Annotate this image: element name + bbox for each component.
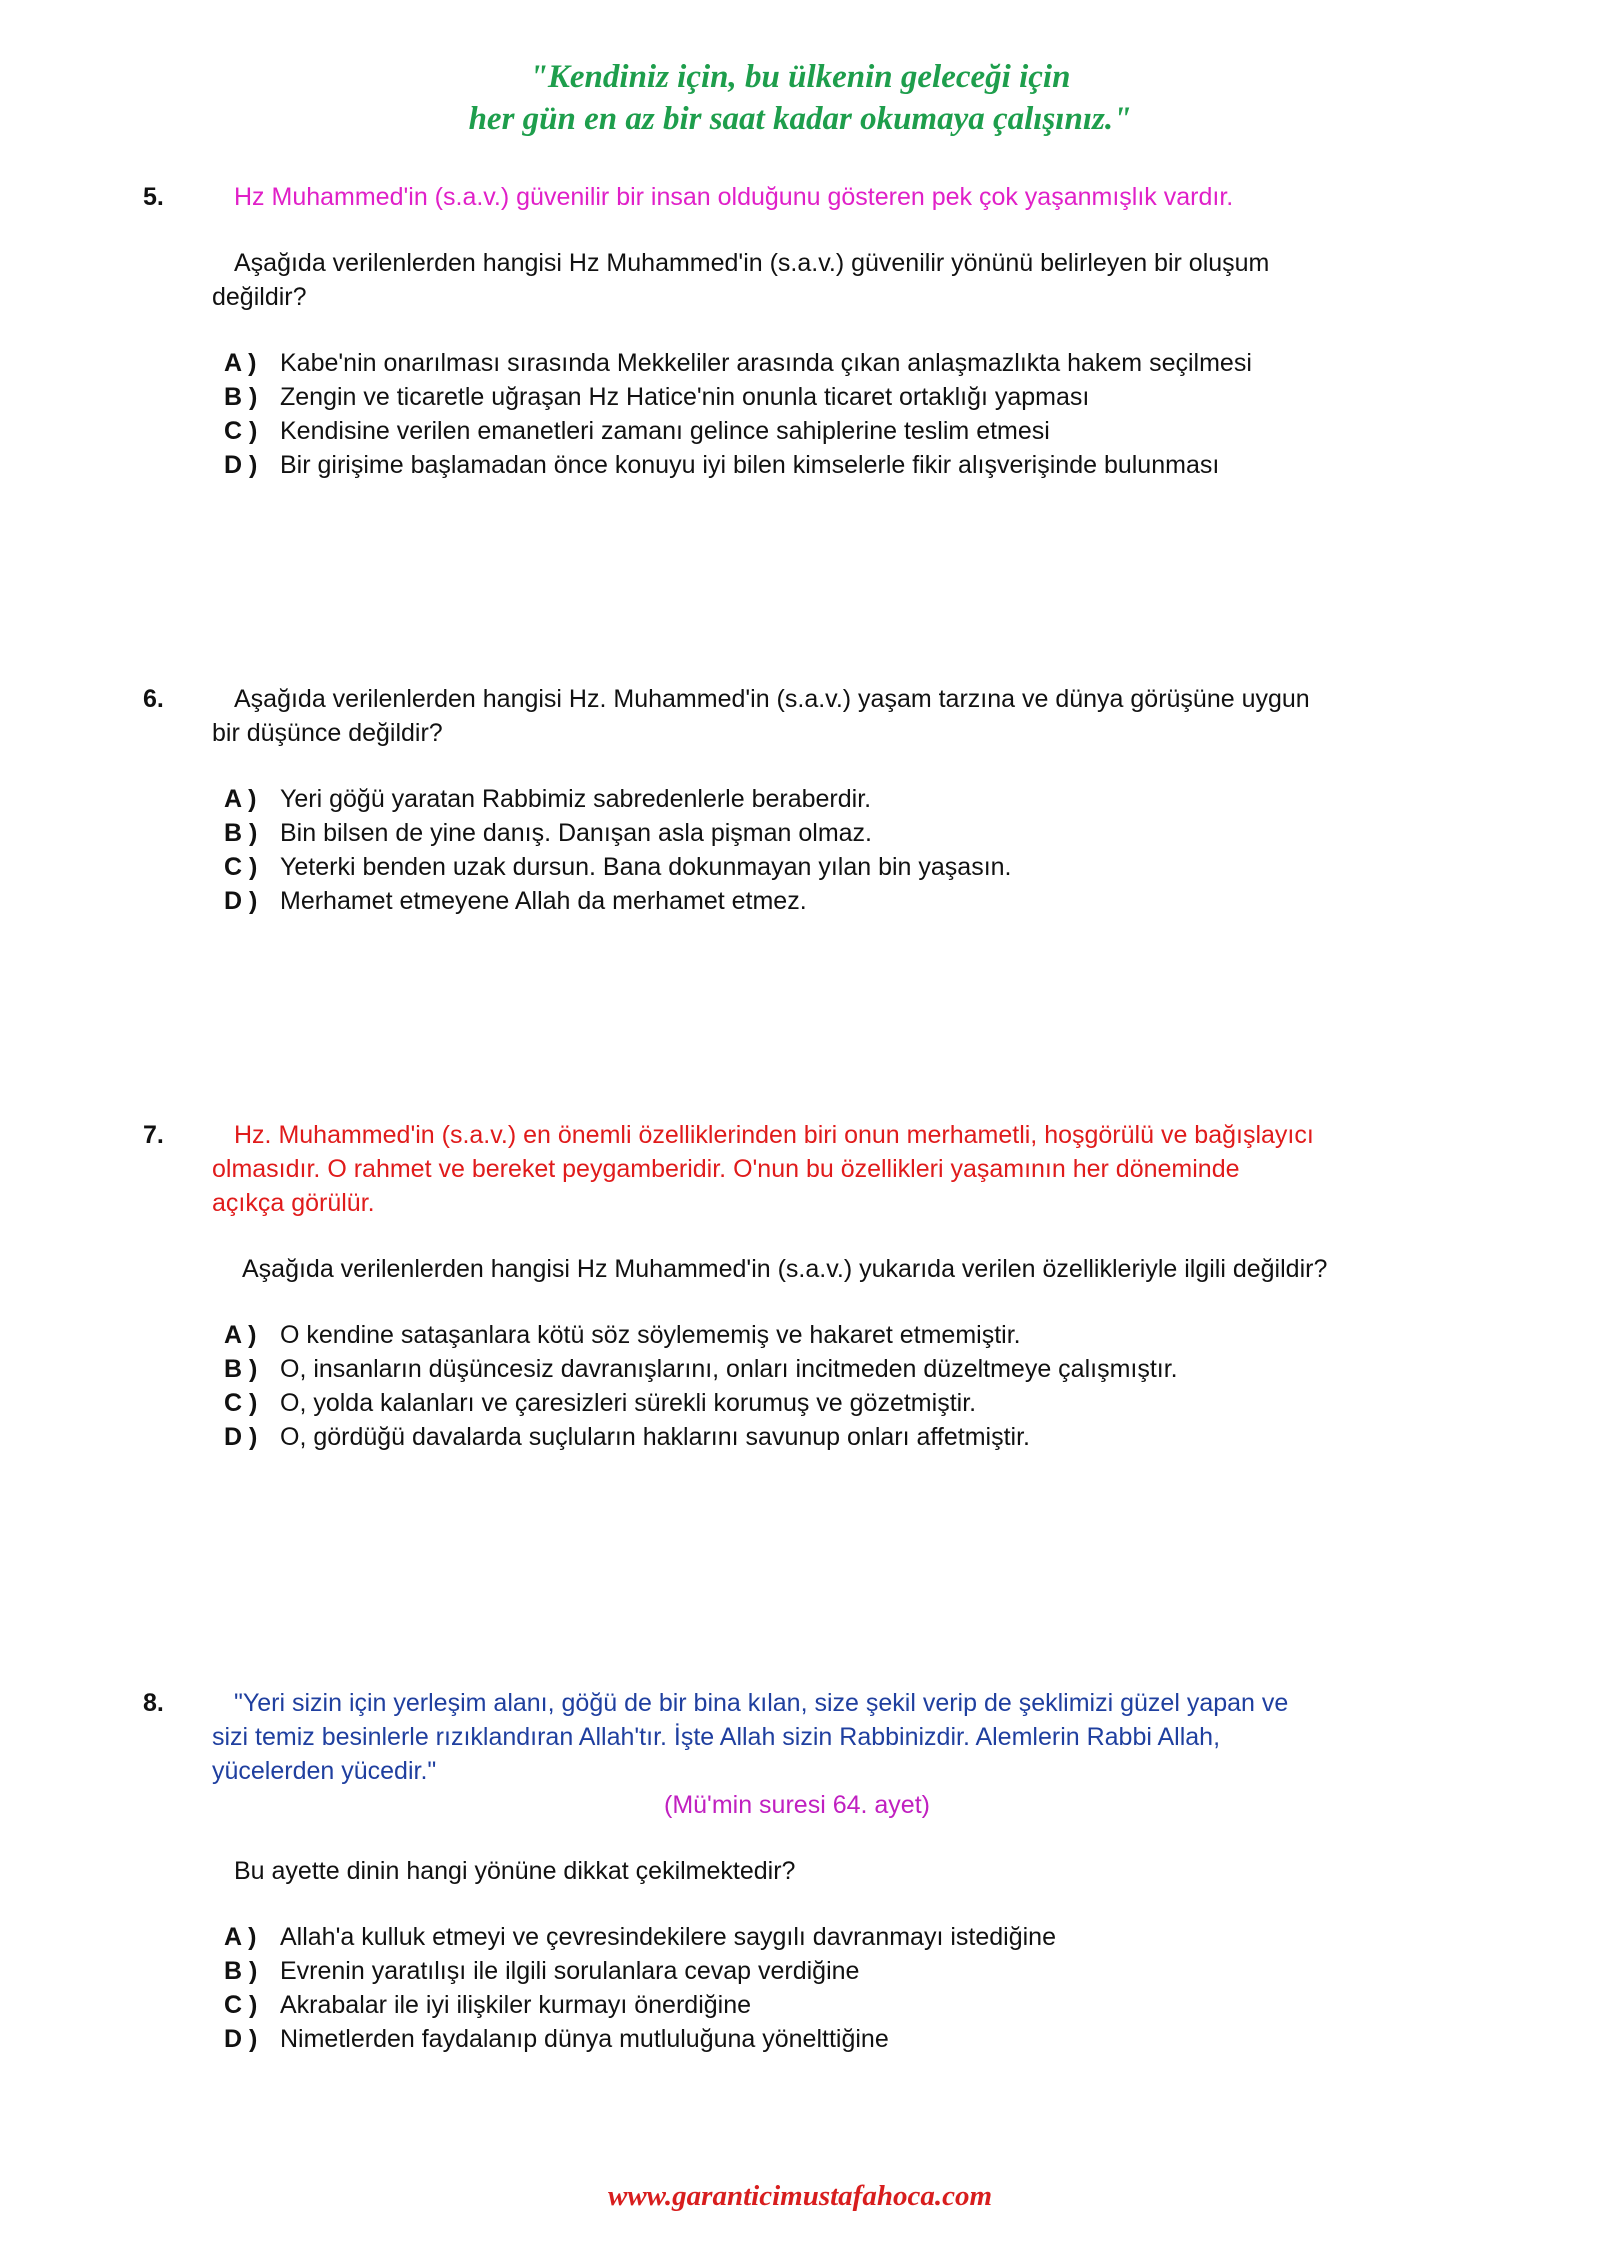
option-letter: C ) (224, 1389, 258, 1417)
option-text: Bir girişime başlamadan önce konuyu iyi bilen kimselerle fikir alışverişinde bulunması (280, 451, 1220, 479)
option-letter: B ) (224, 1957, 258, 1985)
footer-website-link[interactable]: www.garanticimustafahoca.com (607, 2180, 993, 2212)
question-number: 8. (143, 1689, 164, 1717)
question-prompt-line: değildir? (212, 283, 307, 311)
option-letter: D ) (224, 2025, 258, 2053)
option-b[interactable] (224, 816, 872, 850)
question-stem-line: "Yeri sizin için yerleşim alanı, göğü de bir bina kılan, size şekil verip de şeklimizi güzel yapan ve (234, 1689, 1289, 1717)
question-prompt-line: bir düşünce değildir? (212, 719, 443, 747)
option-text: Kendisine verilen emanetleri zamanı gelince sahiplerine teslim etmesi (280, 417, 1050, 445)
question-prompt-line: Aşağıda verilenlerden hangisi Hz Muhammed'in (s.a.v.) güvenilir yönünü belirleyen bir oluşum (234, 249, 1270, 277)
question-number: 7. (143, 1121, 164, 1149)
option-letter: B ) (224, 1355, 258, 1383)
option-text: Merhamet etmeyene Allah da merhamet etmez. (280, 887, 807, 915)
option-c[interactable] (224, 414, 1050, 448)
option-b[interactable] (224, 1954, 859, 1988)
option-letter: D ) (224, 451, 258, 479)
question-stem-line: yücelerden yücedir." (212, 1757, 437, 1785)
option-letter: B ) (224, 383, 258, 411)
option-b[interactable] (224, 1352, 1178, 1386)
motto-line-2: her gün en az bir saat kadar okumaya çalışınız." (468, 101, 1132, 137)
option-a[interactable] (224, 782, 871, 816)
question-number: 5. (143, 183, 164, 211)
option-letter: A ) (224, 1923, 257, 1951)
option-text: Allah'a kulluk etmeyi ve çevresindekilere saygılı davranmayı istediğine (280, 1923, 1056, 1951)
option-text: O kendine sataşanlara kötü söz söylememiş ve hakaret etmemiştir. (280, 1321, 1021, 1349)
question-stem-line: Hz Muhammed'in (s.a.v.) güvenilir bir insan olduğunu gösteren pek çok yaşanmışlık vardır. (234, 183, 1234, 211)
option-c[interactable] (224, 850, 1012, 884)
option-letter: D ) (224, 887, 258, 915)
option-a[interactable] (224, 1920, 1056, 1954)
motto-line-1: "Kendiniz için, bu ülkenin geleceği için (529, 59, 1071, 95)
option-text: Yeri göğü yaratan Rabbimiz sabredenlerle beraberdir. (280, 785, 872, 813)
question-stem-line: sizi temiz besinlerle rızıklandıran Allah'tır. İşte Allah sizin Rabbinizdir. Alemlerin Rabbi Allah, (212, 1723, 1221, 1751)
option-letter: D ) (224, 1423, 258, 1451)
option-letter: A ) (224, 785, 257, 813)
option-text: O, gördüğü davalarda suçluların haklarını savunup onları affetmiştir. (280, 1423, 1030, 1451)
option-letter: A ) (224, 349, 257, 377)
option-text: Bin bilsen de yine danış. Danışan asla pişman olmaz. (280, 819, 872, 847)
question-stem-line: açıkça görülür. (212, 1189, 375, 1217)
option-letter: C ) (224, 417, 258, 445)
option-letter: B ) (224, 819, 258, 847)
option-text: O, yolda kalanları ve çaresizleri sürekli korumuş ve gözetmiştir. (280, 1389, 977, 1417)
option-letter: C ) (224, 1991, 258, 2019)
question-stem-line: olmasıdır. O rahmet ve bereket peygamberidir. O'nun bu özellikleri yaşamının her döneminde (212, 1155, 1240, 1183)
question-prompt-line: Aşağıda verilenlerden hangisi Hz. Muhammed'in (s.a.v.) yaşam tarzına ve dünya görüşüne uygun (234, 685, 1310, 713)
option-letter: A ) (224, 1321, 257, 1349)
option-c[interactable] (224, 1988, 751, 2022)
question-number: 6. (143, 685, 164, 713)
option-d[interactable] (224, 2022, 889, 2056)
option-text: O, insanların düşüncesiz davranışlarını, onları incitmeden düzeltmeye çalışmıştır. (280, 1355, 1178, 1383)
option-text: Zengin ve ticaretle uğraşan Hz Hatice'nin onunla ticaret ortaklığı yapması (280, 383, 1090, 411)
option-letter: C ) (224, 853, 258, 881)
option-d[interactable] (224, 1420, 1030, 1454)
option-text: Nimetlerden faydalanıp dünya mutluluğuna yönelttiğine (280, 2025, 889, 2053)
option-text: Kabe'nin onarılması sırasında Mekkeliler arasında çıkan anlaşmazlıkta hakem seçilmesi (280, 349, 1252, 377)
question-prompt-line: Aşağıda verilenlerden hangisi Hz Muhammed'in (s.a.v.) yukarıda verilen özellikleriyle ilgili değildir? (242, 1255, 1328, 1283)
option-d[interactable] (224, 884, 807, 918)
option-a[interactable] (224, 346, 1252, 380)
option-b[interactable] (224, 380, 1089, 414)
verse-source: (Mü'min suresi 64. ayet) (664, 1791, 930, 1819)
option-text: Akrabalar ile iyi ilişkiler kurmayı önerdiğine (280, 1991, 752, 2019)
option-a[interactable] (224, 1318, 1021, 1352)
option-c[interactable] (224, 1386, 976, 1420)
question-stem-line: Hz. Muhammed'in (s.a.v.) en önemli özelliklerinden biri onun merhametli, hoşgörülü ve bağışlayıcı (234, 1121, 1314, 1149)
option-text: Yeterki benden uzak dursun. Bana dokunmayan yılan bin yaşasın. (280, 853, 1012, 881)
option-text: Evrenin yaratılışı ile ilgili sorulanlara cevap verdiğine (280, 1957, 860, 1985)
question-prompt-line: Bu ayette dinin hangi yönüne dikkat çekilmektedir? (234, 1857, 796, 1885)
option-d[interactable] (224, 448, 1219, 482)
motto (0, 56, 1600, 140)
